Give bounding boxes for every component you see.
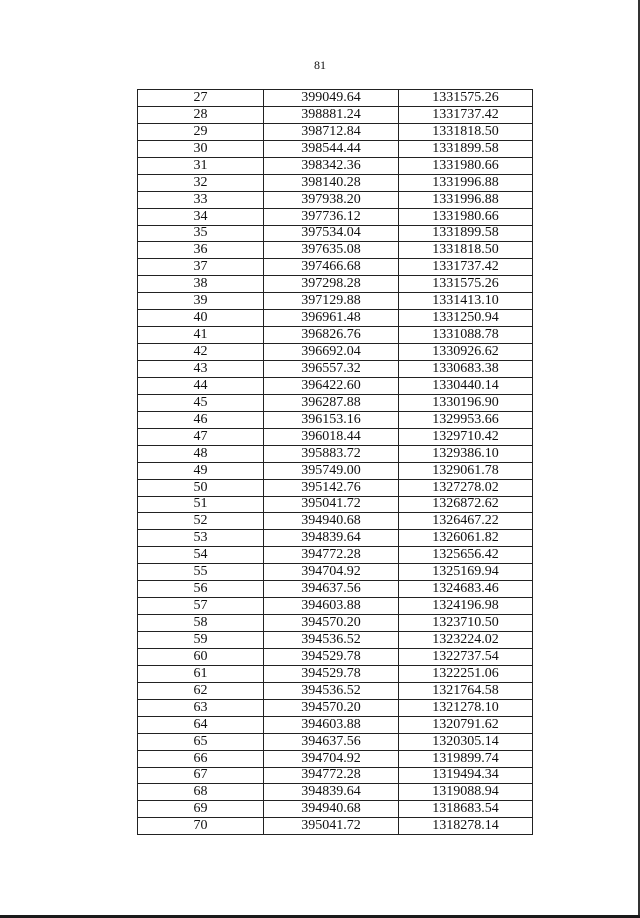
point-number-cell: 35 <box>138 225 264 242</box>
point-number-cell: 31 <box>138 157 264 174</box>
x-coordinate-cell: 398342.36 <box>264 157 399 174</box>
x-coordinate-cell: 395041.72 <box>264 818 399 835</box>
point-number-cell: 67 <box>138 767 264 784</box>
table-row <box>138 90 533 107</box>
table-row <box>138 327 533 344</box>
point-number-cell: 28 <box>138 106 264 123</box>
y-coordinate-cell: 1326061.82 <box>399 530 533 547</box>
x-coordinate-cell: 394529.78 <box>264 665 399 682</box>
table-row <box>138 648 533 665</box>
y-coordinate-cell: 1331818.50 <box>399 242 533 259</box>
table-row <box>138 361 533 378</box>
table-row <box>138 225 533 242</box>
y-coordinate-cell: 1318278.14 <box>399 818 533 835</box>
point-number-cell: 54 <box>138 547 264 564</box>
point-number-cell: 68 <box>138 784 264 801</box>
y-coordinate-cell: 1331575.26 <box>399 276 533 293</box>
table-row <box>138 564 533 581</box>
x-coordinate-cell: 395142.76 <box>264 479 399 496</box>
x-coordinate-cell: 395883.72 <box>264 445 399 462</box>
coordinate-table <box>137 89 533 835</box>
table-row <box>138 276 533 293</box>
x-coordinate-cell: 398881.24 <box>264 106 399 123</box>
y-coordinate-cell: 1319899.74 <box>399 750 533 767</box>
x-coordinate-cell: 394570.20 <box>264 615 399 632</box>
point-number-cell: 37 <box>138 259 264 276</box>
table-row <box>138 191 533 208</box>
point-number-cell: 47 <box>138 428 264 445</box>
point-number-cell: 53 <box>138 530 264 547</box>
point-number-cell: 50 <box>138 479 264 496</box>
x-coordinate-cell: 396422.60 <box>264 377 399 394</box>
table-row <box>138 598 533 615</box>
table-row <box>138 174 533 191</box>
table-row <box>138 682 533 699</box>
x-coordinate-cell: 396961.48 <box>264 310 399 327</box>
x-coordinate-cell: 397938.20 <box>264 191 399 208</box>
x-coordinate-cell: 394839.64 <box>264 784 399 801</box>
y-coordinate-cell: 1331996.88 <box>399 191 533 208</box>
point-number-cell: 38 <box>138 276 264 293</box>
y-coordinate-cell: 1331737.42 <box>399 259 533 276</box>
point-number-cell: 29 <box>138 123 264 140</box>
y-coordinate-cell: 1321764.58 <box>399 682 533 699</box>
table-row <box>138 106 533 123</box>
x-coordinate-cell: 398140.28 <box>264 174 399 191</box>
y-coordinate-cell: 1330926.62 <box>399 344 533 361</box>
x-coordinate-cell: 396018.44 <box>264 428 399 445</box>
y-coordinate-cell: 1330683.38 <box>399 361 533 378</box>
point-number-cell: 55 <box>138 564 264 581</box>
table-row <box>138 445 533 462</box>
point-number-cell: 52 <box>138 513 264 530</box>
x-coordinate-cell: 395749.00 <box>264 462 399 479</box>
table-row <box>138 750 533 767</box>
y-coordinate-cell: 1319088.94 <box>399 784 533 801</box>
x-coordinate-cell: 394637.56 <box>264 733 399 750</box>
point-number-cell: 40 <box>138 310 264 327</box>
y-coordinate-cell: 1331413.10 <box>399 293 533 310</box>
y-coordinate-cell: 1331818.50 <box>399 123 533 140</box>
point-number-cell: 48 <box>138 445 264 462</box>
x-coordinate-cell: 399049.64 <box>264 90 399 107</box>
table-row <box>138 208 533 225</box>
x-coordinate-cell: 394940.68 <box>264 513 399 530</box>
table-row <box>138 513 533 530</box>
y-coordinate-cell: 1322737.54 <box>399 648 533 665</box>
y-coordinate-cell: 1327278.02 <box>399 479 533 496</box>
table-row <box>138 123 533 140</box>
table-row <box>138 632 533 649</box>
point-number-cell: 49 <box>138 462 264 479</box>
point-number-cell: 33 <box>138 191 264 208</box>
table-row <box>138 530 533 547</box>
x-coordinate-cell: 395041.72 <box>264 496 399 513</box>
table-row <box>138 479 533 496</box>
point-number-cell: 57 <box>138 598 264 615</box>
point-number-cell: 46 <box>138 411 264 428</box>
x-coordinate-cell: 397129.88 <box>264 293 399 310</box>
point-number-cell: 39 <box>138 293 264 310</box>
y-coordinate-cell: 1330440.14 <box>399 377 533 394</box>
table-row <box>138 293 533 310</box>
table-row <box>138 428 533 445</box>
x-coordinate-cell: 394603.88 <box>264 716 399 733</box>
point-number-cell: 27 <box>138 90 264 107</box>
point-number-cell: 69 <box>138 801 264 818</box>
y-coordinate-cell: 1329710.42 <box>399 428 533 445</box>
table-row <box>138 665 533 682</box>
table-row <box>138 462 533 479</box>
y-coordinate-cell: 1318683.54 <box>399 801 533 818</box>
point-number-cell: 34 <box>138 208 264 225</box>
y-coordinate-cell: 1319494.34 <box>399 767 533 784</box>
table-row <box>138 411 533 428</box>
x-coordinate-cell: 394536.52 <box>264 632 399 649</box>
table-row <box>138 259 533 276</box>
y-coordinate-cell: 1331980.66 <box>399 208 533 225</box>
x-coordinate-cell: 394704.92 <box>264 564 399 581</box>
x-coordinate-cell: 398544.44 <box>264 140 399 157</box>
point-number-cell: 43 <box>138 361 264 378</box>
y-coordinate-cell: 1325169.94 <box>399 564 533 581</box>
point-number-cell: 41 <box>138 327 264 344</box>
y-coordinate-cell: 1322251.06 <box>399 665 533 682</box>
y-coordinate-cell: 1323710.50 <box>399 615 533 632</box>
point-number-cell: 44 <box>138 377 264 394</box>
table-row <box>138 157 533 174</box>
x-coordinate-cell: 394536.52 <box>264 682 399 699</box>
y-coordinate-cell: 1326467.22 <box>399 513 533 530</box>
point-number-cell: 65 <box>138 733 264 750</box>
coordinate-table-body <box>138 90 533 835</box>
x-coordinate-cell: 394570.20 <box>264 699 399 716</box>
point-number-cell: 63 <box>138 699 264 716</box>
page-number: 81 <box>314 58 326 72</box>
point-number-cell: 59 <box>138 632 264 649</box>
table-row <box>138 801 533 818</box>
y-coordinate-cell: 1331899.58 <box>399 140 533 157</box>
y-coordinate-cell: 1320305.14 <box>399 733 533 750</box>
coordinate-table-container <box>137 89 532 835</box>
y-coordinate-cell: 1330196.90 <box>399 394 533 411</box>
point-number-cell: 62 <box>138 682 264 699</box>
x-coordinate-cell: 394772.28 <box>264 547 399 564</box>
y-coordinate-cell: 1331575.26 <box>399 90 533 107</box>
point-number-cell: 45 <box>138 394 264 411</box>
point-number-cell: 32 <box>138 174 264 191</box>
y-coordinate-cell: 1323224.02 <box>399 632 533 649</box>
table-row <box>138 818 533 835</box>
y-coordinate-cell: 1331737.42 <box>399 106 533 123</box>
point-number-cell: 66 <box>138 750 264 767</box>
x-coordinate-cell: 397534.04 <box>264 225 399 242</box>
y-coordinate-cell: 1324196.98 <box>399 598 533 615</box>
x-coordinate-cell: 396692.04 <box>264 344 399 361</box>
x-coordinate-cell: 397298.28 <box>264 276 399 293</box>
table-row <box>138 767 533 784</box>
point-number-cell: 36 <box>138 242 264 259</box>
table-row <box>138 310 533 327</box>
point-number-cell: 51 <box>138 496 264 513</box>
x-coordinate-cell: 396826.76 <box>264 327 399 344</box>
y-coordinate-cell: 1331980.66 <box>399 157 533 174</box>
y-coordinate-cell: 1324683.46 <box>399 581 533 598</box>
x-coordinate-cell: 397736.12 <box>264 208 399 225</box>
x-coordinate-cell: 397466.68 <box>264 259 399 276</box>
table-row <box>138 344 533 361</box>
y-coordinate-cell: 1329953.66 <box>399 411 533 428</box>
point-number-cell: 58 <box>138 615 264 632</box>
table-row <box>138 394 533 411</box>
table-row <box>138 581 533 598</box>
x-coordinate-cell: 394772.28 <box>264 767 399 784</box>
table-row <box>138 496 533 513</box>
table-row <box>138 140 533 157</box>
table-row <box>138 377 533 394</box>
point-number-cell: 64 <box>138 716 264 733</box>
y-coordinate-cell: 1331996.88 <box>399 174 533 191</box>
point-number-cell: 30 <box>138 140 264 157</box>
y-coordinate-cell: 1331088.78 <box>399 327 533 344</box>
table-row <box>138 242 533 259</box>
x-coordinate-cell: 397635.08 <box>264 242 399 259</box>
x-coordinate-cell: 394839.64 <box>264 530 399 547</box>
point-number-cell: 70 <box>138 818 264 835</box>
point-number-cell: 61 <box>138 665 264 682</box>
table-row <box>138 733 533 750</box>
x-coordinate-cell: 394603.88 <box>264 598 399 615</box>
x-coordinate-cell: 394529.78 <box>264 648 399 665</box>
x-coordinate-cell: 398712.84 <box>264 123 399 140</box>
y-coordinate-cell: 1329386.10 <box>399 445 533 462</box>
y-coordinate-cell: 1321278.10 <box>399 699 533 716</box>
table-row <box>138 615 533 632</box>
y-coordinate-cell: 1329061.78 <box>399 462 533 479</box>
table-row <box>138 699 533 716</box>
y-coordinate-cell: 1320791.62 <box>399 716 533 733</box>
y-coordinate-cell: 1325656.42 <box>399 547 533 564</box>
table-row <box>138 784 533 801</box>
x-coordinate-cell: 394940.68 <box>264 801 399 818</box>
table-row <box>138 716 533 733</box>
y-coordinate-cell: 1331899.58 <box>399 225 533 242</box>
table-row <box>138 547 533 564</box>
y-coordinate-cell: 1326872.62 <box>399 496 533 513</box>
x-coordinate-cell: 396557.32 <box>264 361 399 378</box>
x-coordinate-cell: 394637.56 <box>264 581 399 598</box>
x-coordinate-cell: 396287.88 <box>264 394 399 411</box>
y-coordinate-cell: 1331250.94 <box>399 310 533 327</box>
point-number-cell: 42 <box>138 344 264 361</box>
x-coordinate-cell: 396153.16 <box>264 411 399 428</box>
point-number-cell: 60 <box>138 648 264 665</box>
point-number-cell: 56 <box>138 581 264 598</box>
x-coordinate-cell: 394704.92 <box>264 750 399 767</box>
